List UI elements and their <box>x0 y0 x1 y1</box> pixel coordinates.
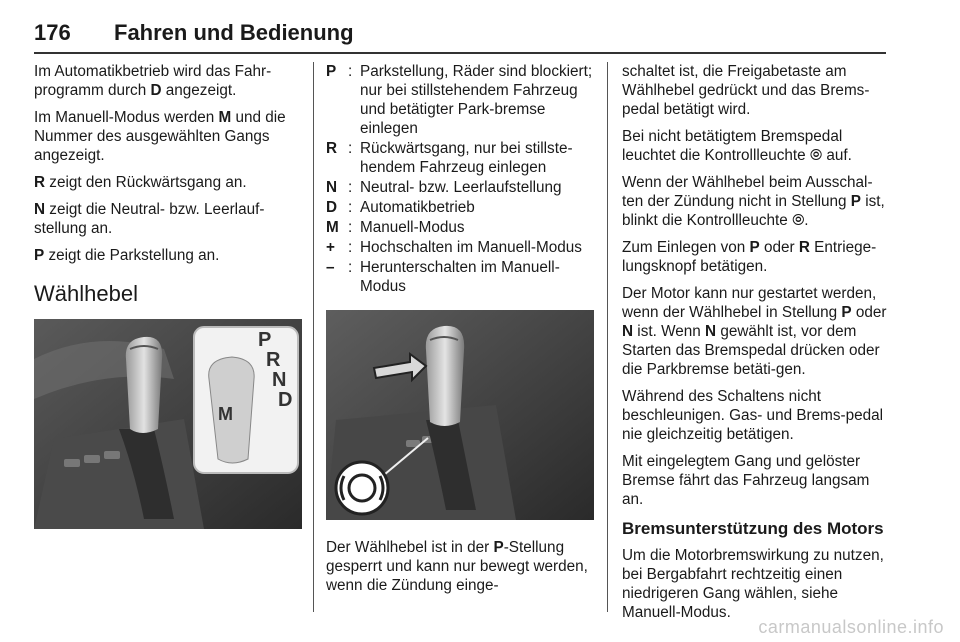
section-heading: Wählhebel <box>34 281 138 306</box>
legend-row: N : Neutral- bzw. Leerlaufstellung <box>326 179 562 196</box>
legend-row: – : Herunterschalten im Manuell-Modus <box>326 259 560 295</box>
column-right <box>622 62 890 630</box>
page-title: Fahren und Bedienung <box>114 20 354 45</box>
paragraph: N zeigt die Neutral- bzw. Leerlauf-stellung an. <box>34 201 265 237</box>
paragraph: Bei nicht betätigtem Bremspedal leuchtet die Kontrollleuchte ⦾ auf. <box>622 128 852 164</box>
paragraph: schaltet ist, die Freigabetaste am Wählhebel gedrückt und das Brems-pedal betätigt wird. <box>622 63 870 118</box>
paragraph: P zeigt die Parkstellung an. <box>34 247 220 264</box>
header-rule <box>34 52 886 54</box>
paragraph: Während des Schaltens nicht beschleunigen. Gas- und Brems-pedal nie gleichzeitig betätigen. <box>622 388 884 443</box>
gear-legend <box>326 62 594 296</box>
inset-label-p: P <box>258 329 272 351</box>
column-middle <box>326 62 594 603</box>
inset-label-n: N <box>272 369 287 391</box>
paragraph: R zeigt den Rückwärtsgang an. <box>34 174 247 191</box>
figure-caption: Der Wählhebel ist in der P-Stellung gesperrt und kann nur bewegt werden, wenn die Zündung einge- <box>326 539 588 594</box>
gear-selector-illustration <box>34 319 302 529</box>
gear-lever-p-position-illustration <box>326 310 594 520</box>
legend-row: D : Automatikbetrieb <box>326 199 475 216</box>
column-divider <box>313 62 314 612</box>
paragraph: Zum Einlegen von P oder R Entriege-lungsknopf betätigen. <box>622 239 877 275</box>
paragraph: Im Automatikbetrieb wird das Fahr-programm durch D angezeigt. <box>34 63 272 99</box>
gear-lever-photo <box>326 310 594 520</box>
inset-label-m: M <box>218 404 233 424</box>
page-number: 176 <box>34 20 71 45</box>
legend-row: M : Manuell-Modus <box>326 219 465 236</box>
paragraph: Im Manuell-Modus werden M und die Nummer des ausgewählten Gangs angezeigt. <box>34 109 286 164</box>
column-divider <box>607 62 608 612</box>
paragraph: Der Motor kann nur gestartet werden, wenn der Wählhebel in Stellung P oder N ist. Wenn N gewählt ist, vor dem Starten das Bremspedal drücken oder die Parkbremse betäti-gen. <box>622 285 887 378</box>
column-left <box>34 62 304 529</box>
legend-row: R : Rückwärtsgang, nur bei stillste-hendem Fahrzeug einlegen <box>326 140 573 176</box>
watermark: carmanualsonline.info <box>758 617 944 637</box>
inset-label-d: D <box>278 389 293 411</box>
section-heading: Bremsunterstützung des Motors <box>622 519 884 538</box>
paragraph: Wenn der Wählhebel beim Ausschal-ten der Zündung nicht in Stellung P ist, blinkt die Kontrollleuchte ⦾. <box>622 174 885 229</box>
paragraph: Um die Motorbremswirkung zu nutzen, bei Bergabfahrt rechtzeitig einen niedrigeren Gang wählen, siehe Manuell-Modus. <box>622 547 884 621</box>
inset-label-r: R <box>266 349 281 371</box>
paragraph: Mit eingelegtem Gang und gelöster Bremse fährt das Fahrzeug langsam an. <box>622 453 870 508</box>
legend-row: + : Hochschalten im Manuell-Modus <box>326 239 582 256</box>
legend-row: P : Parkstellung, Räder sind blockiert; nur bei stillstehendem Fahrzeug und betätigter Park-bremse einlegen <box>326 63 593 137</box>
